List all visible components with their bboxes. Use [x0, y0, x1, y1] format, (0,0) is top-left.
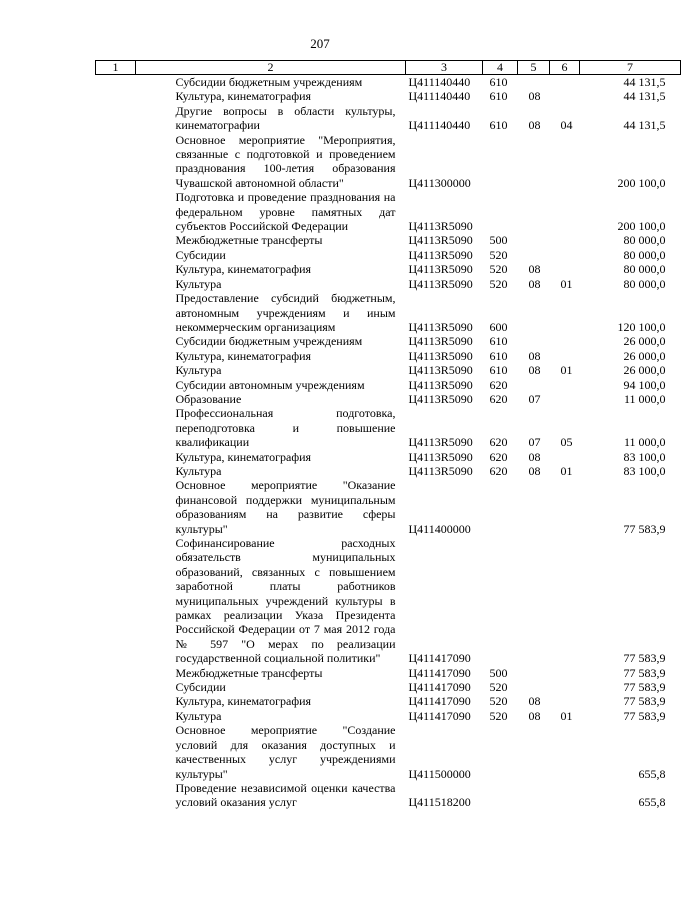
- expense-type-cell: [483, 190, 518, 233]
- table-row: [96, 89, 681, 103]
- item-name-cell: Межбюджетные трансферты: [175, 665, 323, 680]
- expense-type-cell: 620: [489, 449, 508, 464]
- section-cell: [518, 291, 550, 334]
- amount-cell: 200 100,0: [617, 219, 666, 234]
- amount-cell: 200 100,0: [617, 175, 666, 190]
- subsection-cell: [550, 378, 580, 392]
- section-cell: 08: [528, 262, 541, 277]
- subsection-cell: [550, 536, 580, 666]
- amount-cell: 77 583,9: [623, 680, 666, 695]
- amount-cell: 77 583,9: [623, 708, 666, 723]
- section-cell: [518, 334, 550, 348]
- item-name-cell: Субсидии: [175, 247, 226, 262]
- budget-table: [95, 60, 681, 810]
- col-blank-cell: [96, 363, 136, 377]
- expense-type-cell: 610: [489, 348, 508, 363]
- subsection-cell: [550, 248, 580, 262]
- amount-cell: 11 000,0: [623, 391, 666, 406]
- target-code-cell: Ц411400000: [408, 521, 471, 536]
- section-cell: 08: [528, 708, 541, 723]
- table-row: [96, 392, 681, 406]
- subsection-cell: 01: [560, 276, 573, 291]
- item-name-cell: Другие вопросы в области культуры, кинематографии: [175, 103, 396, 133]
- expense-type-cell: 610: [489, 118, 508, 133]
- section-cell: 08: [528, 348, 541, 363]
- expense-type-cell: [483, 133, 518, 191]
- amount-cell: 26 000,0: [623, 348, 666, 363]
- subsection-cell: [550, 694, 580, 708]
- col-blank-cell: [96, 291, 136, 334]
- target-code-cell: Ц411417090: [408, 708, 471, 723]
- table-row: [96, 450, 681, 464]
- target-code-cell: Ц411417090: [408, 694, 471, 709]
- item-name-cell: Субсидии автономным учреждениям: [175, 377, 365, 392]
- col-blank-cell: [96, 190, 136, 233]
- target-code-cell: Ц411518200: [408, 795, 471, 810]
- expense-type-cell: 520: [489, 276, 508, 291]
- col-blank-cell: [96, 233, 136, 247]
- item-name-cell: Культура: [175, 708, 222, 723]
- item-name-cell: Субсидии бюджетным учреждениям: [175, 334, 363, 349]
- table-row: [96, 478, 681, 536]
- target-code-cell: Ц411417090: [408, 680, 471, 695]
- table-row: [96, 104, 681, 133]
- item-name-cell: Культура, кинематография: [175, 694, 312, 709]
- subsection-cell: [550, 781, 580, 810]
- target-code-cell: Ц4113R5090: [408, 377, 473, 392]
- header-col-2: 2: [136, 61, 406, 75]
- target-code-cell: Ц4113R5090: [408, 449, 473, 464]
- item-name-cell: Софинансирование расходных обязательств муниципальных образований, связанных с повышением заработной платы работников муниципальных учреждений культуры в рамках реализации Указа Президента Российской Федерации от 7 мая 2012 года № 597 "О мерах по реализации государственной социальной политики": [175, 536, 396, 666]
- expense-type-cell: 520: [489, 262, 508, 277]
- target-code-cell: Ц4113R5090: [408, 233, 473, 248]
- target-code-cell: Ц411140440: [408, 75, 471, 89]
- col-blank-cell: [96, 666, 136, 680]
- section-cell: [518, 666, 550, 680]
- table-row: [96, 464, 681, 478]
- amount-cell: 77 583,9: [623, 665, 666, 680]
- table-row: [96, 406, 681, 449]
- section-cell: 07: [528, 435, 541, 450]
- expense-type-cell: 520: [489, 247, 508, 262]
- target-code-cell: Ц4113R5090: [408, 334, 473, 349]
- target-code-cell: Ц4113R5090: [408, 391, 473, 406]
- section-cell: [518, 248, 550, 262]
- item-name-cell: Предоставление субсидий бюджетным, автономным учреждениям и иным некоммерческим организациям: [175, 291, 396, 334]
- target-code-cell: Ц411417090: [408, 651, 471, 666]
- item-name-cell: Основное мероприятие "Оказание финансовой поддержки муниципальным образованиям на развитие сферы культуры": [175, 478, 396, 536]
- expense-type-cell: [483, 478, 518, 536]
- amount-cell: 77 583,9: [623, 651, 666, 666]
- amount-cell: 26 000,0: [623, 363, 666, 378]
- table-row: [96, 277, 681, 291]
- table-row: [96, 349, 681, 363]
- table-row: [96, 694, 681, 708]
- section-cell: 07: [528, 391, 541, 406]
- target-code-cell: Ц411140440: [408, 118, 471, 133]
- subsection-cell: [550, 262, 580, 276]
- table-row: [96, 262, 681, 276]
- expense-type-cell: 520: [489, 694, 508, 709]
- table-row: [96, 334, 681, 348]
- item-name-cell: Культура: [175, 463, 222, 478]
- amount-cell: 44 131,5: [623, 75, 666, 89]
- amount-cell: 44 131,5: [623, 89, 666, 104]
- item-name-cell: Профессиональная подготовка, переподготовка и повышение квалификации: [175, 406, 396, 450]
- expense-type-cell: [483, 536, 518, 666]
- expense-type-cell: 620: [489, 377, 508, 392]
- col-blank-cell: [96, 334, 136, 348]
- section-cell: 08: [528, 276, 541, 291]
- target-code-cell: Ц4113R5090: [408, 276, 473, 291]
- amount-cell: 80 000,0: [623, 233, 666, 248]
- amount-cell: 655,8: [638, 795, 666, 810]
- header-col-4: 4: [483, 61, 518, 75]
- section-cell: [518, 723, 550, 781]
- col-blank-cell: [96, 262, 136, 276]
- section-cell: 08: [528, 463, 541, 478]
- section-cell: [518, 536, 550, 666]
- table-row: [96, 680, 681, 694]
- table-row: [96, 378, 681, 392]
- table-row: [96, 536, 681, 666]
- col-blank-cell: [96, 89, 136, 103]
- table-row: [96, 248, 681, 262]
- table-row: [96, 709, 681, 723]
- section-cell: 08: [528, 89, 541, 104]
- col-blank-cell: [96, 694, 136, 708]
- col-blank-cell: [96, 392, 136, 406]
- section-cell: 08: [528, 118, 541, 133]
- section-cell: 08: [528, 449, 541, 464]
- amount-cell: 77 583,9: [623, 521, 666, 536]
- item-name-cell: Культура, кинематография: [175, 89, 312, 104]
- target-code-cell: Ц4113R5090: [408, 219, 473, 234]
- col-blank-cell: [96, 349, 136, 363]
- target-code-cell: Ц4113R5090: [408, 247, 473, 262]
- subsection-cell: 01: [560, 708, 573, 723]
- header-row: [96, 61, 681, 75]
- section-cell: 08: [528, 363, 541, 378]
- expense-type-cell: 600: [489, 319, 508, 334]
- page-number: 207: [310, 36, 330, 51]
- item-name-cell: Культура, кинематография: [175, 262, 312, 277]
- target-code-cell: Ц4113R5090: [408, 435, 473, 450]
- subsection-cell: [550, 450, 580, 464]
- table-row: [96, 781, 681, 810]
- expense-type-cell: [483, 723, 518, 781]
- amount-cell: 120 100,0: [617, 319, 666, 334]
- expense-type-cell: 610: [489, 334, 508, 349]
- table-row: [96, 190, 681, 233]
- amount-cell: 26 000,0: [623, 334, 666, 349]
- col-blank-cell: [96, 723, 136, 781]
- header-col-6: 6: [550, 61, 580, 75]
- target-code-cell: Ц411300000: [408, 175, 471, 190]
- amount-cell: 80 000,0: [623, 247, 666, 262]
- subsection-cell: [550, 478, 580, 536]
- target-code-cell: Ц4113R5090: [408, 348, 473, 363]
- amount-cell: 11 000,0: [623, 435, 666, 450]
- col-blank-cell: [96, 680, 136, 694]
- subsection-cell: [550, 75, 580, 90]
- expense-type-cell: 610: [489, 363, 508, 378]
- section-cell: 08: [528, 694, 541, 709]
- subsection-cell: [550, 334, 580, 348]
- item-name-cell: Проведение независимой оценки качества условий оказания услуг: [175, 780, 396, 810]
- table-row: [96, 363, 681, 377]
- subsection-cell: [550, 680, 580, 694]
- subsection-cell: [550, 89, 580, 103]
- header-col-5: 5: [518, 61, 550, 75]
- target-code-cell: Ц4113R5090: [408, 319, 473, 334]
- col-blank-cell: [96, 133, 136, 191]
- expense-type-cell: 610: [489, 89, 508, 104]
- amount-cell: 77 583,9: [623, 694, 666, 709]
- col-blank-cell: [96, 536, 136, 666]
- expense-type-cell: [483, 781, 518, 810]
- col-blank-cell: [96, 464, 136, 478]
- col-blank-cell: [96, 478, 136, 536]
- amount-cell: 83 100,0: [623, 449, 666, 464]
- table-body: [96, 75, 681, 810]
- item-name-cell: Культура, кинематография: [175, 449, 312, 464]
- section-cell: [518, 233, 550, 247]
- subsection-cell: 01: [560, 463, 573, 478]
- amount-cell: 44 131,5: [623, 118, 666, 133]
- col-blank-cell: [96, 378, 136, 392]
- table-row: [96, 666, 681, 680]
- item-name-cell: Основное мероприятие "Мероприятия, связанные с подготовкой и проведением празднования 100-летия образования Чувашской автономной области": [175, 132, 396, 190]
- expense-type-cell: 500: [489, 665, 508, 680]
- header-col-1: 1: [96, 61, 136, 75]
- target-code-cell: Ц4113R5090: [408, 363, 473, 378]
- subsection-cell: [550, 723, 580, 781]
- subsection-cell: 04: [560, 118, 573, 133]
- table-row: [96, 723, 681, 781]
- amount-cell: 94 100,0: [623, 377, 666, 392]
- amount-cell: 83 100,0: [623, 463, 666, 478]
- target-code-cell: Ц411417090: [408, 665, 471, 680]
- target-code-cell: Ц411500000: [408, 766, 471, 781]
- subsection-cell: [550, 666, 580, 680]
- section-cell: [518, 478, 550, 536]
- item-name-cell: Субсидии бюджетным учреждениям: [175, 75, 363, 89]
- section-cell: [518, 378, 550, 392]
- subsection-cell: 01: [560, 363, 573, 378]
- section-cell: [518, 190, 550, 233]
- col-blank-cell: [96, 406, 136, 449]
- target-code-cell: Ц411140440: [408, 89, 471, 104]
- table-row: [96, 75, 681, 90]
- expense-type-cell: 520: [489, 680, 508, 695]
- section-cell: [518, 75, 550, 90]
- expense-type-cell: 610: [489, 75, 508, 89]
- subsection-cell: [550, 349, 580, 363]
- expense-type-cell: 500: [489, 233, 508, 248]
- target-code-cell: Ц4113R5090: [408, 262, 473, 277]
- subsection-cell: [550, 233, 580, 247]
- header-col-3: 3: [406, 61, 483, 75]
- col-blank-cell: [96, 75, 136, 90]
- table-row: [96, 291, 681, 334]
- section-cell: [518, 781, 550, 810]
- subsection-cell: [550, 133, 580, 191]
- target-code-cell: Ц4113R5090: [408, 463, 473, 478]
- amount-cell: 80 000,0: [623, 262, 666, 277]
- item-name-cell: Основное мероприятие "Создание условий для оказания доступных и качественных услуг учреждениями культуры": [175, 723, 396, 781]
- table-row: [96, 133, 681, 191]
- item-name-cell: Культура, кинематография: [175, 348, 312, 363]
- subsection-cell: [550, 291, 580, 334]
- amount-cell: 80 000,0: [623, 276, 666, 291]
- header-col-7: 7: [580, 61, 681, 75]
- col-blank-cell: [96, 104, 136, 133]
- col-blank-cell: [96, 450, 136, 464]
- subsection-cell: [550, 392, 580, 406]
- section-cell: [518, 680, 550, 694]
- expense-type-cell: 620: [489, 463, 508, 478]
- item-name-cell: Образование: [175, 391, 242, 406]
- col-blank-cell: [96, 781, 136, 810]
- subsection-cell: 05: [560, 435, 573, 450]
- col-blank-cell: [96, 248, 136, 262]
- item-name-cell: Подготовка и проведение празднования на федеральном уровне памятных дат субъектов Российской Федерации: [175, 190, 396, 234]
- item-name-cell: Культура: [175, 363, 222, 378]
- col-blank-cell: [96, 709, 136, 723]
- col-blank-cell: [96, 277, 136, 291]
- item-name-cell: Культура: [175, 276, 222, 291]
- item-name-cell: Субсидии: [175, 680, 226, 695]
- item-name-cell: Межбюджетные трансферты: [175, 233, 323, 248]
- amount-cell: 655,8: [638, 766, 666, 781]
- section-cell: [518, 133, 550, 191]
- expense-type-cell: 620: [489, 391, 508, 406]
- table-row: [96, 233, 681, 247]
- expense-type-cell: 520: [489, 708, 508, 723]
- expense-type-cell: 620: [489, 435, 508, 450]
- subsection-cell: [550, 190, 580, 233]
